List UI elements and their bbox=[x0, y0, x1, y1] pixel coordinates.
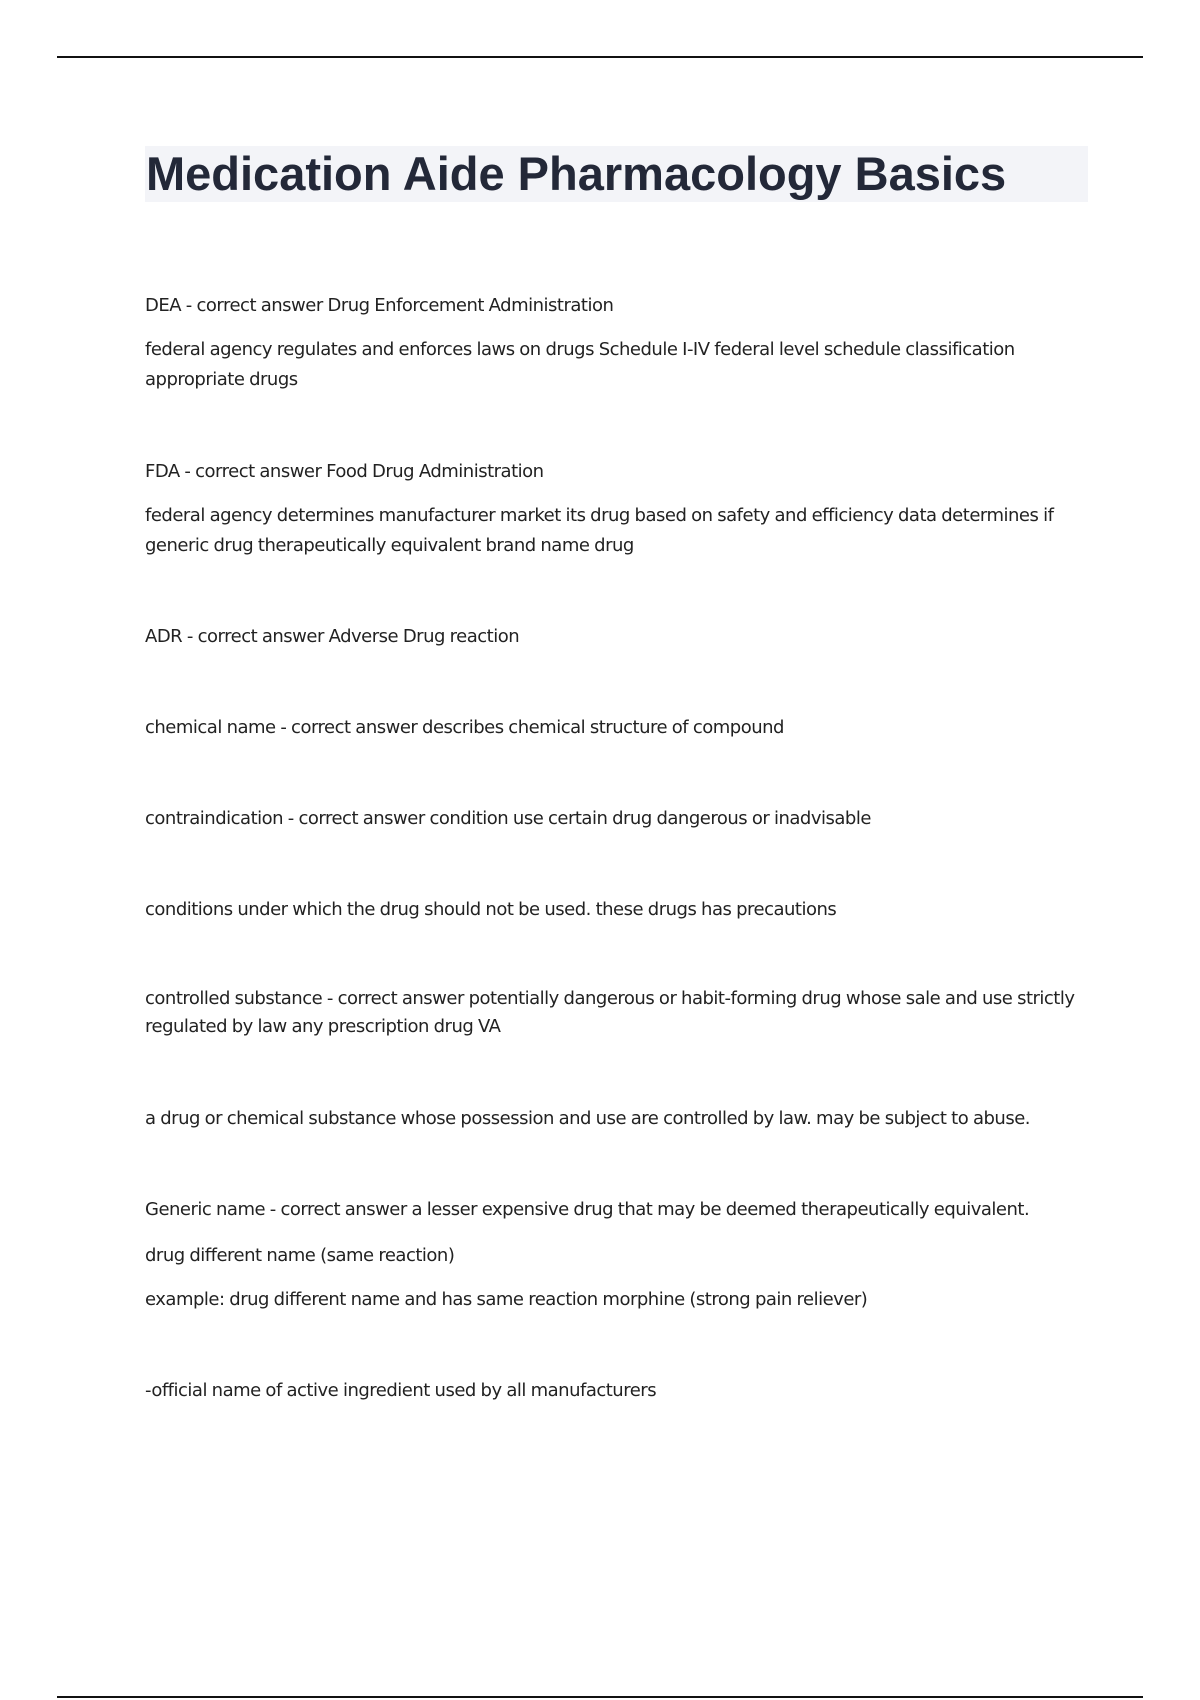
header-rule bbox=[57, 56, 1143, 58]
paragraph-chemical-name: chemical name - correct answer describes chemical structure of compound bbox=[145, 717, 784, 738]
paragraph-generic-detail: drug different name (same reaction) bbox=[145, 1245, 455, 1266]
paragraph-contraindication-detail: conditions under which the drug should not be used. these drugs has precautions bbox=[145, 899, 837, 920]
paragraph-fda-detail: federal agency determines manufacturer market its drug based on safety and efficiency data determines if generic drug therapeutically equivalent brand name drug bbox=[145, 505, 1054, 556]
paragraph-dea-term: DEA - correct answer Drug Enforcement Administration bbox=[145, 295, 614, 316]
footer-rule bbox=[57, 1696, 1143, 1698]
paragraph-generic-name: Generic name - correct answer a lesser expensive drug that may be deemed therapeutically equivalent. bbox=[145, 1199, 1030, 1220]
paragraph-fda-term: FDA - correct answer Food Drug Administration bbox=[145, 461, 544, 482]
paragraph-controlled-substance-detail: a drug or chemical substance whose possession and use are controlled by law. may be subject to abuse. bbox=[145, 1108, 1031, 1129]
paragraph-controlled-substance: controlled substance - correct answer potentially dangerous or habit-forming drug whose sale and use strictly regulated by law any prescription drug VA bbox=[145, 988, 1075, 1037]
paragraph-adr-term: ADR - correct answer Adverse Drug reaction bbox=[145, 626, 520, 647]
paragraph-contraindication: contraindication - correct answer condition use certain drug dangerous or inadvisable bbox=[145, 808, 871, 829]
paragraph-generic-example: example: drug different name and has same reaction morphine (strong pain reliever) bbox=[145, 1289, 868, 1310]
paragraph-official-name: -official name of active ingredient used by all manufacturers bbox=[145, 1380, 657, 1401]
page-title: Medication Aide Pharmacology Basics bbox=[146, 147, 1007, 200]
paragraph-dea-detail: federal agency regulates and enforces laws on drugs Schedule I-IV federal level schedule classification appropriate drugs bbox=[145, 339, 1015, 390]
